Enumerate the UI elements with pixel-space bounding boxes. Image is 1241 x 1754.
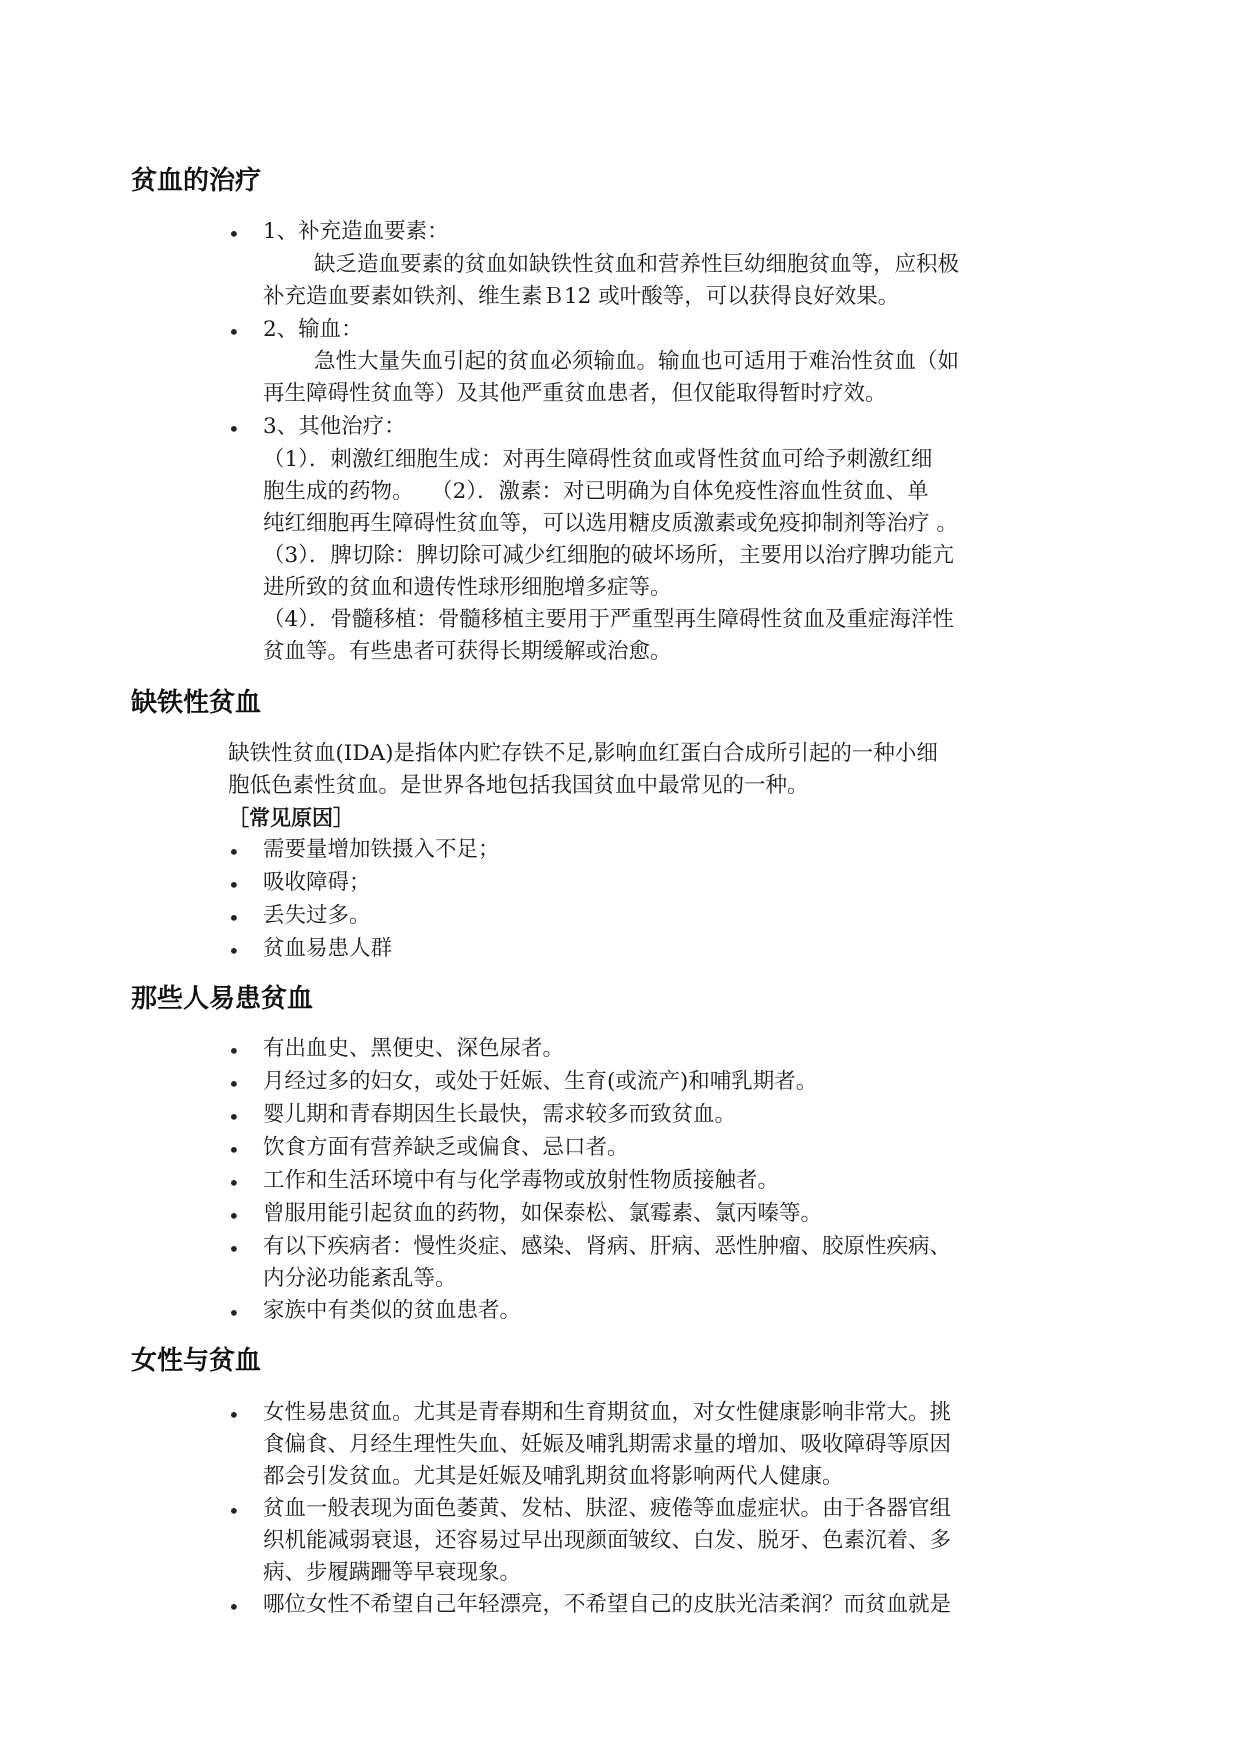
ida-intro-text: 缺铁性贫血(IDA)是指体内贮存铁不足,影响血红蛋白合成所引起的一种小细 xyxy=(228,741,938,766)
bullet-icon: • xyxy=(228,1403,240,1427)
treatment-item-2-text: 急性大量失血引起的贫血必须输血。输血也可适用于难治性贫血（如 xyxy=(314,349,960,374)
treatment-item-3-text: 纯红细胞再生障碍性贫血等，可以选用糖皮质激素或免疫抑制剂等治疗 。 xyxy=(263,511,958,536)
susceptible-list-item: 工作和生活环境中有与化学毒物或放射性物质接触者。 xyxy=(263,1168,780,1193)
cause-list-item: 贫血易患人群 xyxy=(263,936,393,961)
bullet-icon: • xyxy=(228,1301,240,1325)
bullet-icon: • xyxy=(228,1237,240,1261)
bullet-icon: • xyxy=(228,939,240,963)
bullet-icon: • xyxy=(228,1204,240,1228)
treatment-item-1-label: 1、补充造血要素： xyxy=(263,219,449,244)
susceptible-list-item: 曾服用能引起贫血的药物，如保泰松、氯霉素、氯丙嗪等。 xyxy=(263,1201,823,1226)
section-title-treatment: 贫血的治疗 xyxy=(131,166,262,196)
treatment-item-3-text: 胞生成的药物。 （2）．激素：对已明确为自体免疫性溶血性贫血、单 xyxy=(263,479,929,504)
treatment-item-3-text: （1）．刺激红细胞生成：对再生障碍性贫血或肾性贫血可给予刺激红细 xyxy=(263,447,933,472)
susceptible-list-item-continued: 内分泌功能紊乱等。 xyxy=(263,1266,457,1291)
causes-heading: ［常见原因］ xyxy=(228,806,354,830)
susceptible-list-item: 家族中有类似的贫血患者。 xyxy=(263,1298,522,1323)
susceptible-list-item: 饮食方面有营养缺乏或偏食、忌口者。 xyxy=(263,1135,629,1160)
treatment-item-2-text: 再生障碍性贫血等）及其他严重贫血患者，但仅能取得暂时疗效。 xyxy=(263,381,887,406)
women-list-item: 贫血一般表现为面色萎黄、发枯、肤涩、疲倦等血虚症状。由于各器官组 xyxy=(263,1496,952,1521)
women-list-item-continued: 食偏食、月经生理性失血、妊娠及哺乳期需求量的增加、吸收障碍等原因 xyxy=(263,1432,952,1457)
susceptible-list-item: 月经过多的妇女，或处于妊娠、生育(或流产)和哺乳期者。 xyxy=(263,1069,818,1094)
susceptible-list-item: 有以下疾病者：慢性炎症、感染、肾病、肝病、恶性肿瘤、胶原性疾病、 xyxy=(263,1234,952,1259)
susceptible-list-item: 婴儿期和青春期因生长最快，需求较多而致贫血。 xyxy=(263,1102,737,1127)
cause-list-item: 吸收障碍； xyxy=(263,870,371,895)
women-list-item-continued: 都会引发贫血。尤其是妊娠及哺乳期贫血将影响两代人健康。 xyxy=(263,1464,844,1489)
bullet-icon: • xyxy=(228,1595,240,1619)
treatment-item-2-label: 2、输血： xyxy=(263,317,363,342)
women-list-item: 哪位女性不希望自己年轻漂亮，不希望自己的皮肤光洁柔润？而贫血就是 xyxy=(263,1592,952,1617)
section-title-women: 女性与贫血 xyxy=(131,1346,262,1376)
women-list-item-continued: 织机能减弱衰退，还容易过早出现颜面皱纹、白发、脱牙、色素沉着、多 xyxy=(263,1528,952,1553)
cause-list-item: 需要量增加铁摄入不足； xyxy=(263,837,500,862)
bullet-icon: • xyxy=(228,1105,240,1129)
susceptible-list-item: 有出血史、黑便史、深色尿者。 xyxy=(263,1036,565,1061)
ida-intro-text: 胞低色素性贫血。是世界各地包括我国贫血中最常见的一种。 xyxy=(228,773,809,798)
bullet-icon: • xyxy=(228,1171,240,1195)
treatment-item-3-text: （3）．脾切除：脾切除可减少红细胞的破坏场所，主要用以治疗脾功能亢 xyxy=(263,543,954,568)
treatment-item-3-label: 3、其他治疗： xyxy=(263,414,406,439)
treatment-item-1-text: 缺乏造血要素的贫血如缺铁性贫血和营养性巨幼细胞贫血等，应积极 xyxy=(314,252,960,277)
bullet-icon: • xyxy=(228,1138,240,1162)
bullet-icon: • xyxy=(228,1499,240,1523)
bullet-icon: • xyxy=(228,320,240,344)
section-title-susceptible: 那些人易患贫血 xyxy=(131,984,314,1014)
treatment-item-3-text: （4）．骨髓移植：骨髓移植主要用于严重型再生障碍性贫血及重症海洋性 xyxy=(263,607,954,632)
women-list-item: 女性易患贫血。尤其是青春期和生育期贫血，对女性健康影响非常大。挑 xyxy=(263,1400,952,1425)
treatment-item-1-text: 补充造血要素如铁剂、维生素Ｂ12 或叶酸等，可以获得良好效果。 xyxy=(263,284,900,309)
treatment-item-3-text: 贫血等。有些患者可获得长期缓解或治愈。 xyxy=(263,639,672,664)
bullet-icon: • xyxy=(228,840,240,864)
cause-list-item: 丢失过多。 xyxy=(263,903,371,928)
bullet-icon: • xyxy=(228,906,240,930)
bullet-icon: • xyxy=(228,1039,240,1063)
bullet-icon: • xyxy=(228,417,240,441)
bullet-icon: • xyxy=(228,222,240,246)
bullet-icon: • xyxy=(228,1072,240,1096)
bullet-icon: • xyxy=(228,873,240,897)
women-list-item-continued: 病、步履蹒跚等早衰现象。 xyxy=(263,1560,522,1585)
section-title-ida: 缺铁性贫血 xyxy=(131,688,262,718)
treatment-item-3-text: 进所致的贫血和遗传性球形细胞增多症等。 xyxy=(263,575,672,600)
